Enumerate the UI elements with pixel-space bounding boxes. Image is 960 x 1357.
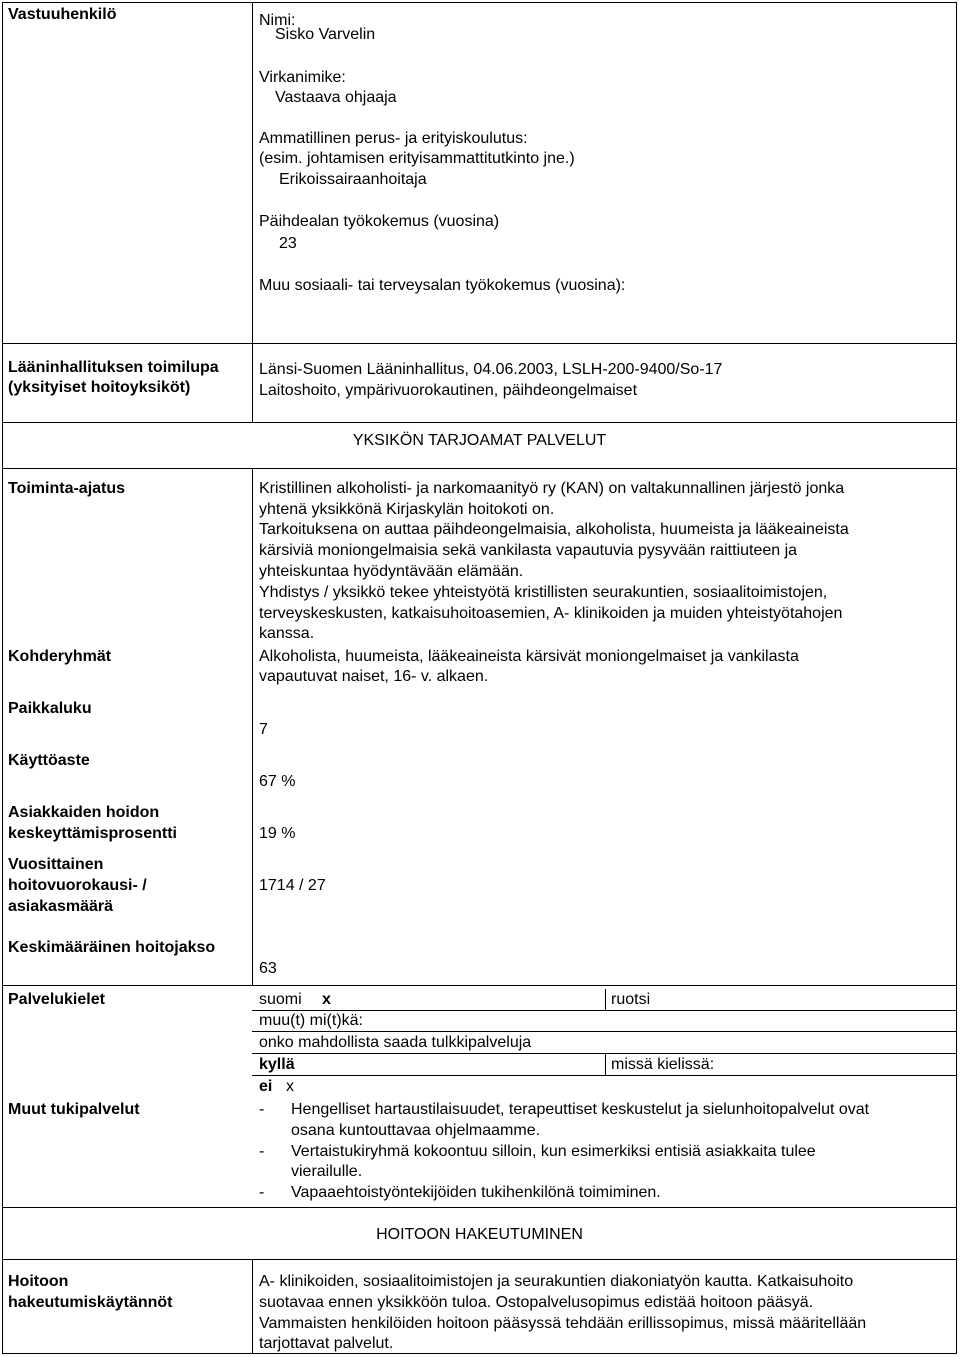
annual-label: Vuosittainen: [8, 856, 104, 873]
target-group-text: Alkoholista, huumeista, lääkeaineista kärsivät moniongelmaiset ja vankilasta: [259, 648, 799, 665]
admission-label: Hoitoon: [8, 1273, 69, 1290]
column-divider: [252, 2, 253, 423]
row-divider: [2, 343, 957, 344]
license-line: Länsi-Suomen Lääninhallitus, 04.06.2003, LSLH-200-9400/So-17: [259, 361, 723, 378]
annual-label: asiakasmäärä: [8, 898, 113, 915]
support-item: Vapaaehtoistyöntekijöiden tukihenkilönä toimiminen.: [291, 1184, 661, 1201]
utilization-value: 67 %: [259, 773, 296, 790]
name-label: Nimi:: [259, 12, 296, 29]
average-period-value: 63: [259, 960, 277, 977]
target-group-text: vapautuvat naiset, 16- v. alkaen.: [259, 668, 489, 685]
form-divider: [605, 1054, 606, 1075]
row-divider: [2, 1259, 957, 1260]
bullet-dash: -: [259, 1184, 265, 1201]
row-divider: [2, 422, 957, 423]
bullet-dash: -: [259, 1101, 265, 1118]
places-label: Paikkaluku: [8, 700, 92, 717]
column-divider: [252, 468, 253, 986]
license-label: Lääninhallituksen toimilupa: [8, 359, 219, 376]
language-other: muu(t) mi(t)kä:: [259, 1012, 363, 1029]
interpreter-no-mark: x: [286, 1078, 294, 1095]
utilization-label: Käyttöaste: [8, 752, 90, 769]
bullet-dash: -: [259, 1143, 265, 1160]
support-item: Hengelliset hartaustilaisuudet, terapeuttiset keskustelut ja sielunhoitopalvelut ovat: [291, 1101, 870, 1118]
places-value: 7: [259, 721, 268, 738]
mission-text: Kristillinen alkoholisti- ja narkomaanityö ry (KAN) on valtakunnallinen järjestö jonka: [259, 480, 845, 497]
mission-text: yhtenä yksikkönä Kirjaskylän hoitokoti on.: [259, 501, 555, 518]
dropout-label: Asiakkaiden hoidon: [8, 804, 160, 821]
admission-label: hakeutumiskäytännöt: [8, 1294, 173, 1311]
language-swedish: ruotsi: [611, 991, 651, 1008]
admission-text: tarjottavat palvelut.: [259, 1335, 394, 1352]
mission-text: yhteiskuntaa hyödyntävään elämään.: [259, 563, 524, 580]
admission-text: Vammaisten henkilöiden hoitoon pääsyssä tehdään erillissopimus, missä määritellään: [259, 1315, 867, 1332]
admission-heading: HOITOON HAKEUTUMINEN: [376, 1226, 583, 1243]
responsible-label: Vastuuhenkilö: [8, 6, 117, 23]
mission-text: kärsiviä moniongelmaisia sekä vankilasta vapautuvia pysyvään raittiuteen ja: [259, 542, 798, 559]
support-services-label: Muut tukipalvelut: [8, 1101, 140, 1118]
mission-text: Yhdistys / yksikkö tekee yhteistyötä kristillisten seurakuntien, sosiaalitoimistojen,: [259, 584, 828, 601]
support-item: Vertaistukiryhmä kokoontuu silloin, kun esimerkiksi entisiä asiakkaita tulee: [291, 1143, 816, 1160]
document-page: [2, 2, 957, 1354]
admission-text: A- klinikoiden, sosiaalitoimistojen ja seurakuntien diakoniatyön kautta. Katkaisuhoito: [259, 1273, 854, 1290]
language-finnish: suomi: [259, 991, 302, 1008]
interpreter-yes: kyllä: [259, 1056, 295, 1073]
mission-label: Toiminta-ajatus: [8, 480, 126, 497]
mission-text: Tarkoituksena on auttaa päihdeongelmaisia, alkoholista, huumeista ja lääkeaineista: [259, 521, 849, 538]
support-item: osana kuntouttavaa ohjelmaamme.: [291, 1122, 541, 1139]
license-label-sub: (yksityiset hoitoyksiköt): [8, 379, 191, 396]
languages-label: Palvelukielet: [8, 991, 105, 1008]
language-finnish-mark: x: [322, 991, 331, 1008]
substance-experience-label: Päihdealan työkokemus (vuosina): [259, 213, 500, 230]
row-divider: [2, 1207, 957, 1208]
services-heading: YKSIKÖN TARJOAMAT PALVELUT: [352, 432, 607, 449]
admission-text: suotavaa ennen yksikköön tuloa. Ostopalvelusopimus edistää hoitoon pääsyä.: [259, 1294, 814, 1311]
annual-value: 1714 / 27: [259, 877, 326, 894]
form-underline: [252, 1031, 957, 1032]
row-divider: [2, 985, 957, 986]
name-value: Sisko Varvelin: [275, 26, 376, 43]
education-label: Ammatillinen perus- ja erityiskoulutus:: [259, 130, 528, 147]
dropout-value: 19 %: [259, 825, 296, 842]
annual-label: hoitovuorokausi- /: [8, 877, 147, 894]
interpreter-question: onko mahdollista saada tulkkipalveluja: [259, 1034, 532, 1051]
education-value: Erikoissairaanhoitaja: [279, 171, 427, 188]
substance-experience-value: 23: [279, 235, 297, 252]
target-group-label: Kohderyhmät: [8, 648, 112, 665]
other-experience-label: Muu sosiaali- tai terveysalan työkokemus (vuosina):: [259, 277, 626, 294]
dropout-label: keskeyttämisprosentti: [8, 825, 177, 842]
form-underline: [252, 1075, 957, 1076]
title-label: Virkanimike:: [259, 69, 346, 86]
interpreter-which-languages: missä kielissä:: [611, 1056, 715, 1073]
education-example: (esim. johtamisen erityisammattitutkinto jne.): [259, 150, 575, 167]
support-item: vierailulle.: [291, 1163, 363, 1180]
average-period-label: Keskimääräinen hoitojakso: [8, 939, 216, 956]
column-divider: [252, 1259, 253, 1354]
mission-text: kanssa.: [259, 625, 315, 642]
interpreter-no: ei: [259, 1078, 273, 1095]
license-line: Laitoshoito, ympärivuorokautinen, päihdeongelmaiset: [259, 382, 638, 399]
row-divider: [2, 468, 957, 469]
form-divider: [605, 989, 606, 1010]
mission-text: terveyskeskusten, katkaisuhoitoasemien, A- klinikoiden ja muiden yhteistyötahojen: [259, 605, 843, 622]
title-value: Vastaava ohjaaja: [275, 89, 397, 106]
